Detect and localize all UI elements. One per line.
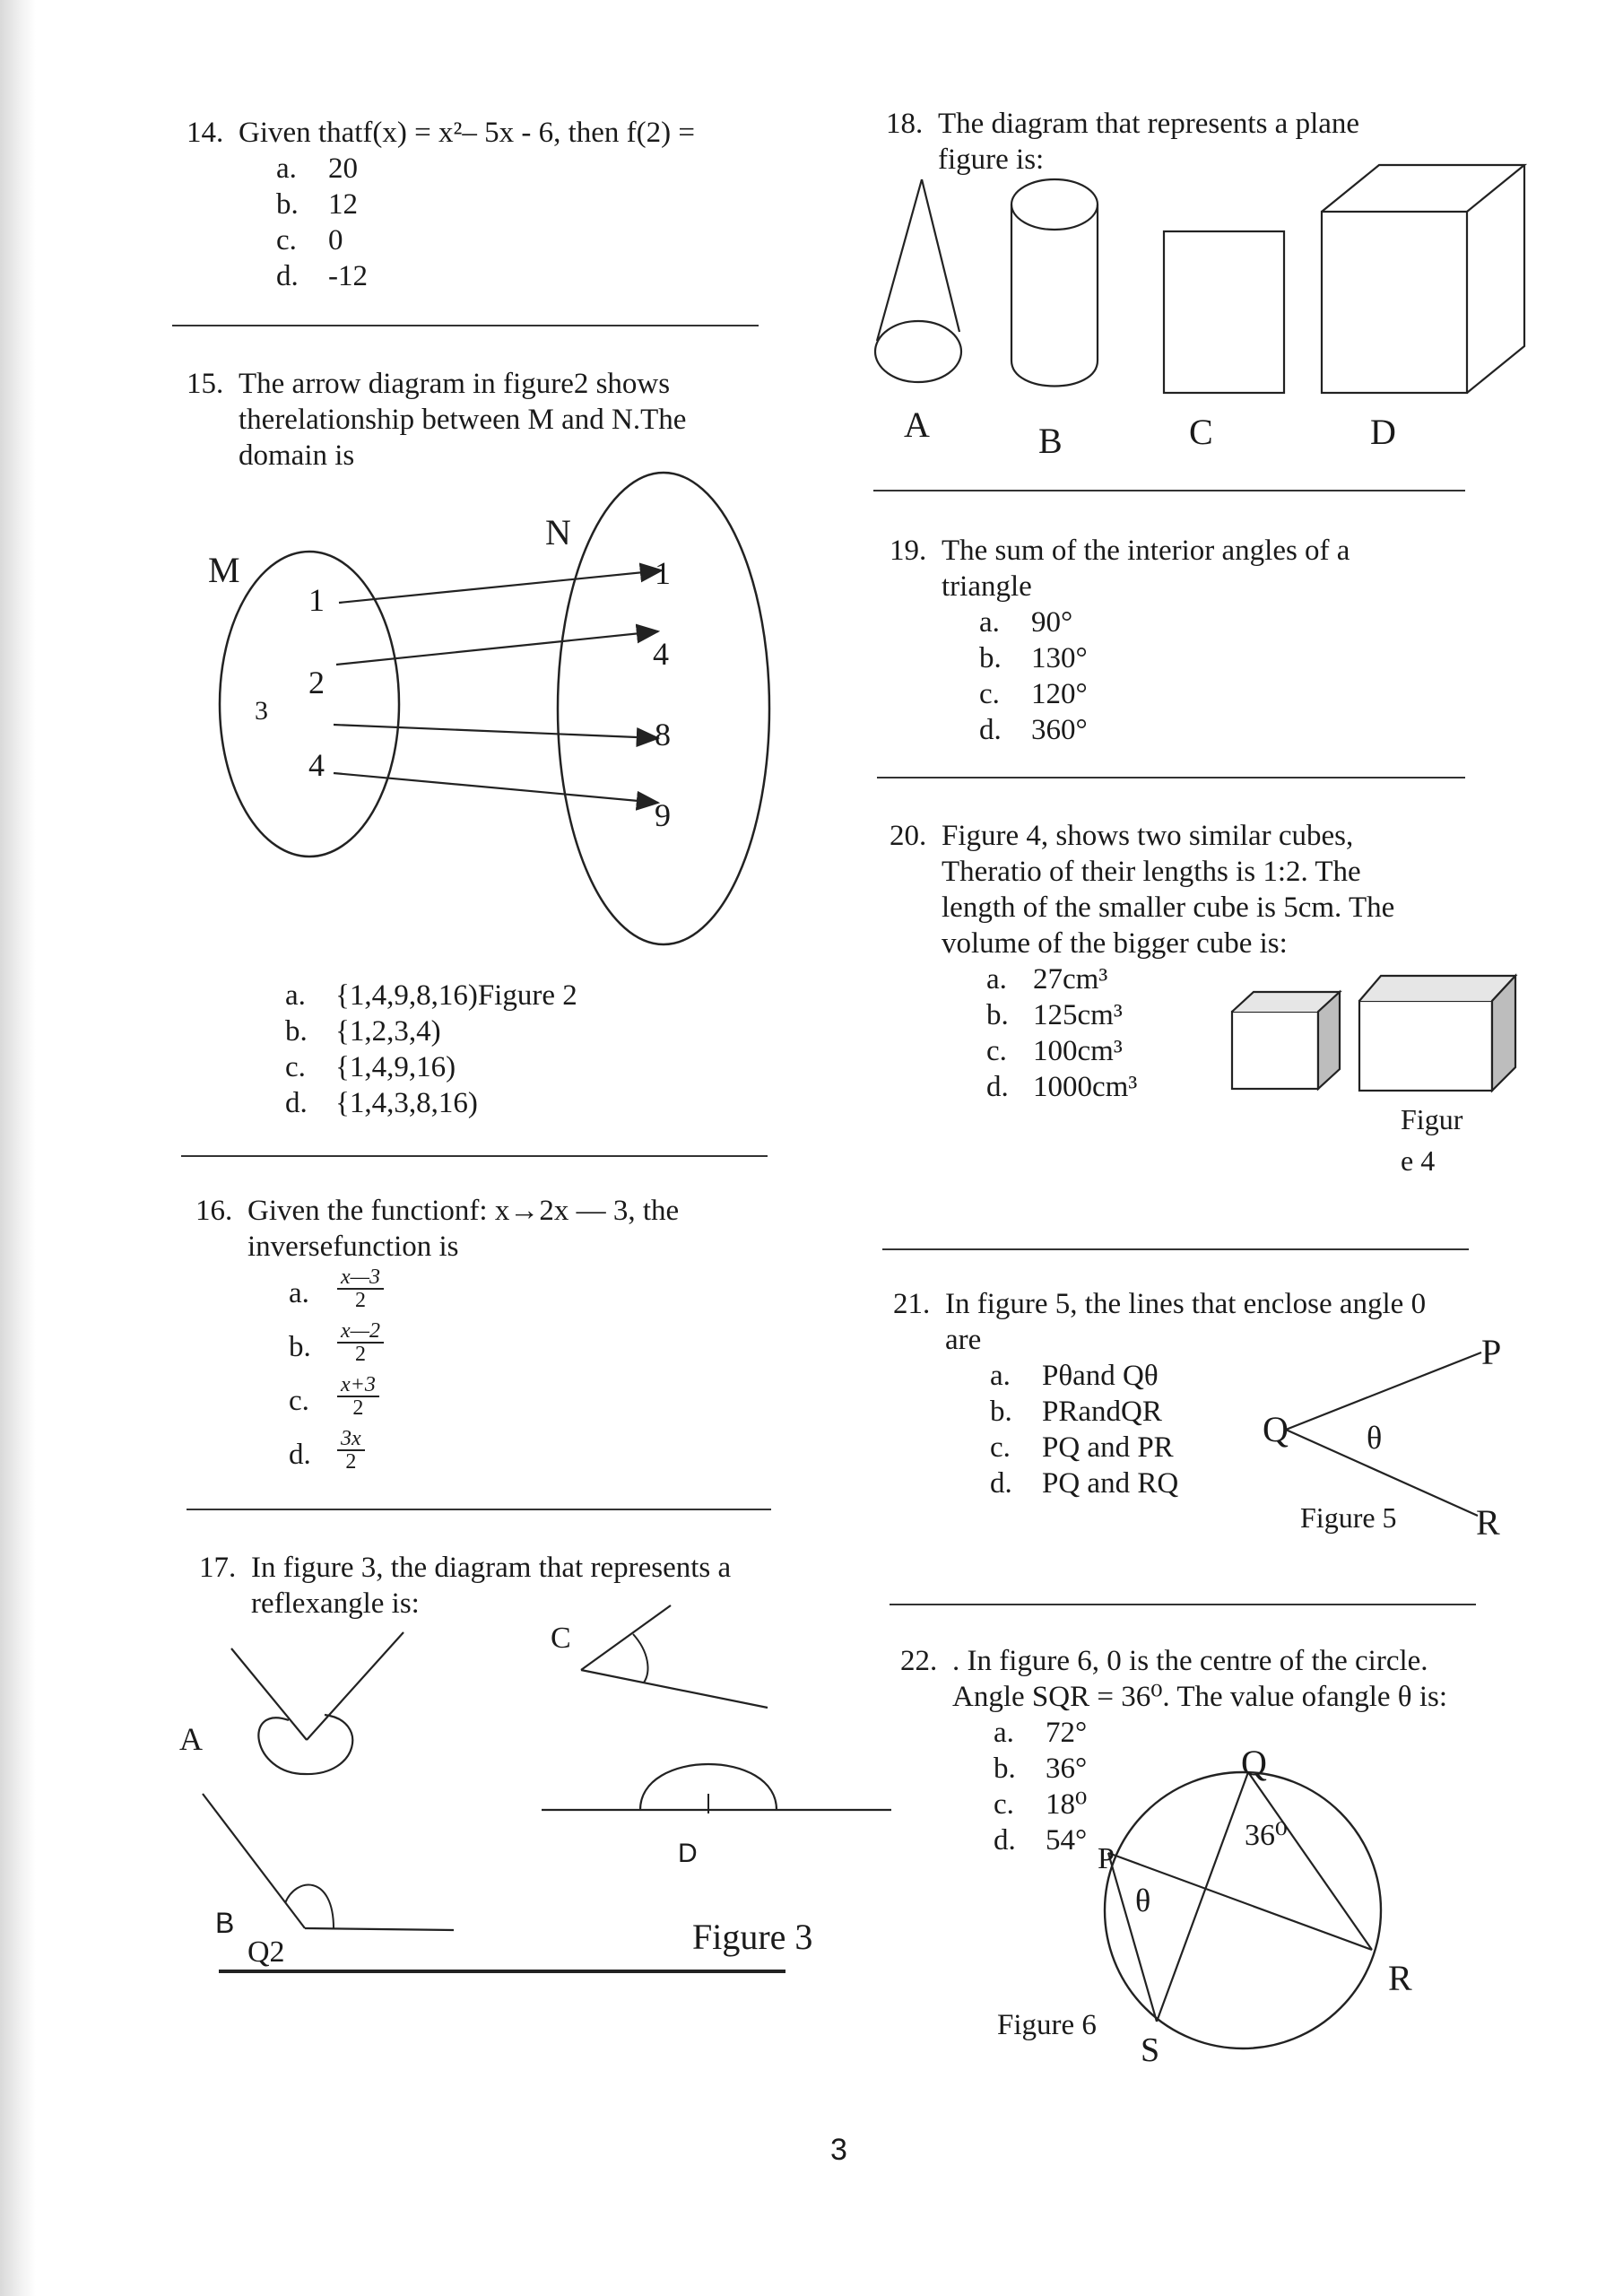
figure-5-label-r: R	[1476, 1502, 1500, 1543]
option-b[interactable]: b. {1,2,3,4)	[285, 1015, 441, 1048]
option-b[interactable]: b. $\frac{x—2}{2}$	[289, 1320, 468, 1374]
option-d[interactable]: d. 360°	[979, 714, 1088, 746]
option-c[interactable]: c. 100cm³	[986, 1035, 1123, 1067]
set-n-label: N	[545, 512, 571, 552]
question-stem: 14. Given thatf(x) = x²– 5x - 6, then f(2) =	[187, 117, 695, 149]
figure-6-label-p: P	[1098, 1842, 1115, 1875]
option-a[interactable]: a. 72°	[994, 1717, 1088, 1749]
solid-label-d: D	[1370, 412, 1396, 452]
option-a[interactable]: a. 20	[276, 152, 358, 185]
option-c[interactable]: c. $\frac{x+3}{2}$	[289, 1374, 468, 1428]
question-20: 20. Figure 4, shows two similar cubes, Theratio of their lengths is 1:2. The length of the smaller cube is 5cm. The volume of the bigger cube is: a. 27cm³ b. 125cm³ c. 100cm³ d. 1000cm³	[890, 818, 1517, 1105]
question-17: 17. In figure 3, the diagram that represents a reflexangle is:	[199, 1550, 809, 1622]
question-stem: 20. Figure 4, shows two similar cubes,	[890, 820, 1354, 852]
question-21: 21. In figure 5, the lines that enclose angle 0 are a. Pθand Qθ b. PRandQR c. PQ and PR d. PQ and RQ	[893, 1286, 1521, 1501]
figure-6-label-r: R	[1388, 1958, 1412, 1998]
figure-3-label-a: A	[179, 1721, 203, 1757]
question-15: 15. The arrow diagram in figure2 shows therelationship between M and N.The domain is	[187, 366, 778, 474]
page-number: 3	[830, 2133, 847, 2167]
question-stem: 17. In figure 3, the diagram that represents a	[199, 1552, 732, 1584]
figure-6-caption: Figure 6	[997, 2009, 1097, 2041]
option-b[interactable]: b. PRandQR	[990, 1396, 1162, 1428]
figure-5-caption: Figure 5	[1300, 1501, 1397, 1534]
solid-label-c: C	[1189, 412, 1213, 452]
option-d[interactable]: d. $\frac{3x}{2}$	[289, 1428, 468, 1482]
option-c[interactable]: c. 120°	[979, 678, 1088, 710]
figure-5-label-q: Q	[1263, 1409, 1289, 1449]
figure-6-label-q: Q	[1241, 1743, 1267, 1783]
figure-3-caption: Figure 3	[692, 1917, 813, 1957]
figure-4-caption: e 4	[1401, 1144, 1436, 1177]
solid-label-b: B	[1038, 421, 1063, 461]
option-d[interactable]: d. PQ and RQ	[990, 1467, 1179, 1500]
codomain-element: 8	[655, 717, 671, 752]
option-a[interactable]: a. 90°	[979, 606, 1073, 639]
option-d[interactable]: d. -12	[276, 260, 368, 292]
codomain-element: 9	[655, 797, 671, 833]
option-a[interactable]: a. $\frac{x—3}{2}$	[289, 1266, 468, 1320]
option-a[interactable]: a. 27cm³	[986, 963, 1108, 996]
figure-5-label-p: P	[1481, 1332, 1502, 1372]
figure-6-label-theta: θ	[1135, 1883, 1151, 1918]
figure-3-label-q2: Q2	[247, 1935, 285, 1969]
domain-element: 3	[255, 696, 268, 726]
option-c[interactable]: c. PQ and PR	[990, 1431, 1174, 1464]
question-19: 19. The sum of the interior angles of a triangle a. 90° b. 130° c. 120° d. 360°	[890, 533, 1445, 748]
option-c[interactable]: c. 0	[276, 224, 343, 257]
question-16: 16. Given the functionf: x→2x — 3, the inversefunction is	[195, 1193, 787, 1265]
figure-6-label-s: S	[1141, 2031, 1160, 2069]
figure-6-label-angle: 36⁰	[1245, 1819, 1288, 1852]
option-b[interactable]: b. 12	[276, 188, 358, 221]
figure-4-caption: Figur	[1401, 1103, 1463, 1135]
set-m-label: M	[208, 550, 240, 590]
option-d[interactable]: d. {1,4,3,8,16)	[285, 1087, 478, 1119]
figure-5-label-theta: θ	[1367, 1420, 1383, 1456]
question-stem: 15. The arrow diagram in figure2 shows	[187, 368, 671, 400]
question-stem: 19. The sum of the interior angles of a	[890, 535, 1350, 567]
domain-element: 1	[308, 582, 325, 618]
question-stem: 18. The diagram that represents a plane	[886, 108, 1360, 140]
option-b[interactable]: b. 36°	[994, 1752, 1088, 1785]
question-stem: 16. Given the functionf: x→2x — 3, the	[195, 1195, 680, 1227]
question-18: 18. The diagram that represents a plane figure is:	[886, 106, 1496, 178]
option-b[interactable]: b. 130°	[979, 642, 1088, 674]
question-stem: 21. In figure 5, the lines that enclose angle 0	[893, 1288, 1427, 1320]
domain-element: 4	[308, 747, 325, 783]
question-22: 22. . In figure 6, 0 is the centre of the circle. Angle SQR = 36⁰. The value ofangle θ is: a. 72° b. 36° c. 18⁰ d. 54°	[900, 1643, 1528, 1858]
option-b[interactable]: b. 125cm³	[986, 999, 1123, 1031]
option-a[interactable]: a. Pθand Qθ	[990, 1360, 1159, 1392]
solid-label-a: A	[904, 404, 930, 445]
option-a[interactable]: a. {1,4,9,8,16)Figure 2	[285, 979, 577, 1012]
domain-element: 2	[308, 665, 325, 700]
option-c[interactable]: c. 18⁰	[994, 1788, 1088, 1821]
figure-3-label-d: D	[678, 1839, 698, 1868]
question-stem: 22. . In figure 6, 0 is the centre of the circle.	[900, 1645, 1428, 1677]
codomain-element: 4	[653, 636, 669, 672]
option-d[interactable]: d. 1000cm³	[986, 1071, 1138, 1103]
option-c[interactable]: c. {1,4,9,16)	[285, 1051, 456, 1083]
figure-3-label-b: B	[215, 1907, 235, 1939]
codomain-element: 1	[655, 555, 671, 591]
option-d[interactable]: d. 54°	[994, 1824, 1088, 1857]
figure-3-label-c: C	[551, 1622, 571, 1655]
